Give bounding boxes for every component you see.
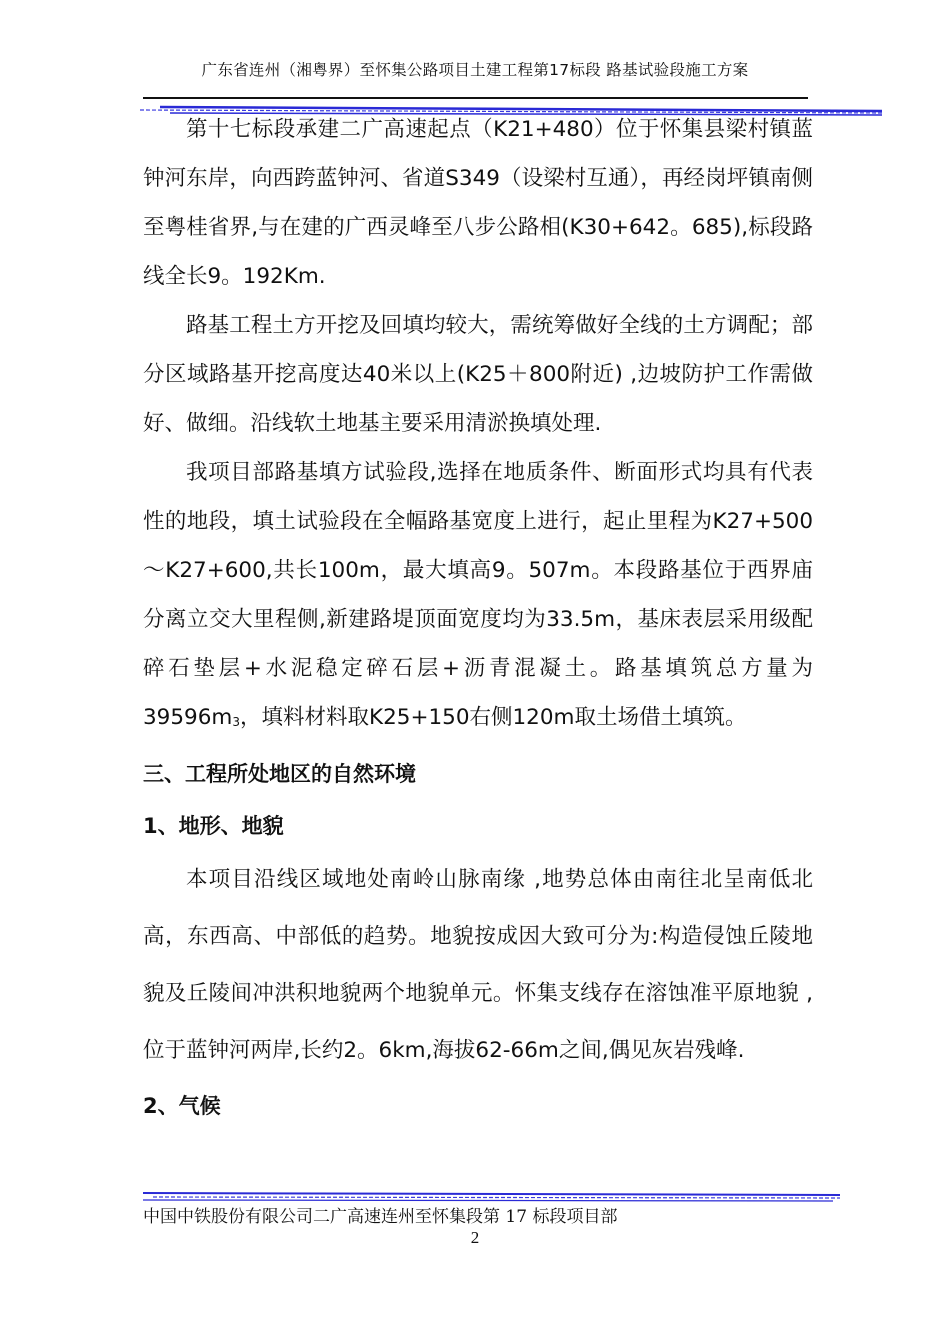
subheading-climate: 2、气候 <box>143 1094 221 1118</box>
paragraph-trial-section <box>143 448 813 747</box>
unit-subscript: 3 <box>232 715 240 729</box>
document-body <box>143 105 813 1131</box>
trial-section-text-b: ，填料材料取K25+150右侧120m取土场借土填筑。 <box>239 705 747 730</box>
header-rule <box>143 97 808 99</box>
subheading-terrain: 1、地形、地貌 <box>143 814 284 838</box>
footer-company: 中国中铁股份有限公司二广高速连州至怀集段第 17 标段项目部 <box>143 1207 618 1227</box>
page-number: 2 <box>470 1228 480 1247</box>
paragraph-earthwork: 路基工程土方开挖及回填均较大，需统筹做好全线的土方调配；部分区域路基开挖高度达40米以上(K25＋800附近) ,边坡防护工作需做好、做细。沿线软土地基主要采用清淤换填处理. <box>143 313 813 436</box>
section-heading-natural-environment: 三、工程所处地区的自然环境 <box>143 762 416 786</box>
paragraph-terrain: 本项目沿线区域地处南岭山脉南缘 ,地势总体由南往北呈南低北高，东西高、中部低的趋势。地貌按成因大致可分为:构造侵蚀丘陵地貌及丘陵间冲洪积地貌两个地貌单元。怀集支线存在溶蚀准平原地貌 ,位于蓝钟河两岸,长约2。6km,海拔62-66m之间,偶见灰岩残峰. <box>143 867 813 1063</box>
paragraph-section-overview: 第十七标段承建二广高速起点（K21+480）位于怀集县梁村镇蓝钟河东岸，向西跨蓝钟河、省道S349（设梁村互通），再经岗坪镇南侧至粤桂省界,与在建的广西灵峰至八步公路相(K30+642。685),标段路线全长9。192Km. <box>143 117 813 289</box>
page-header-title: 广东省连州（湘粤界）至怀集公路项目土建工程第17标段 路基试验段施工方案 <box>201 61 749 79</box>
trial-section-text-a: 我项目部路基填方试验段,选择在地质条件、断面形式均具有代表性的地段，填土试验段在全幅路基宽度上进行，起止里程为K27+500～K27+600,共长100m，最大填高9。507m。本段路基位于西界庙分离立交大里程侧,新建路堤顶面宽度均为33.5m，基床表层采用级配碎石垫层+水泥稳定碎石层+沥青混凝土。路基填筑总方量为39596m <box>143 460 813 730</box>
